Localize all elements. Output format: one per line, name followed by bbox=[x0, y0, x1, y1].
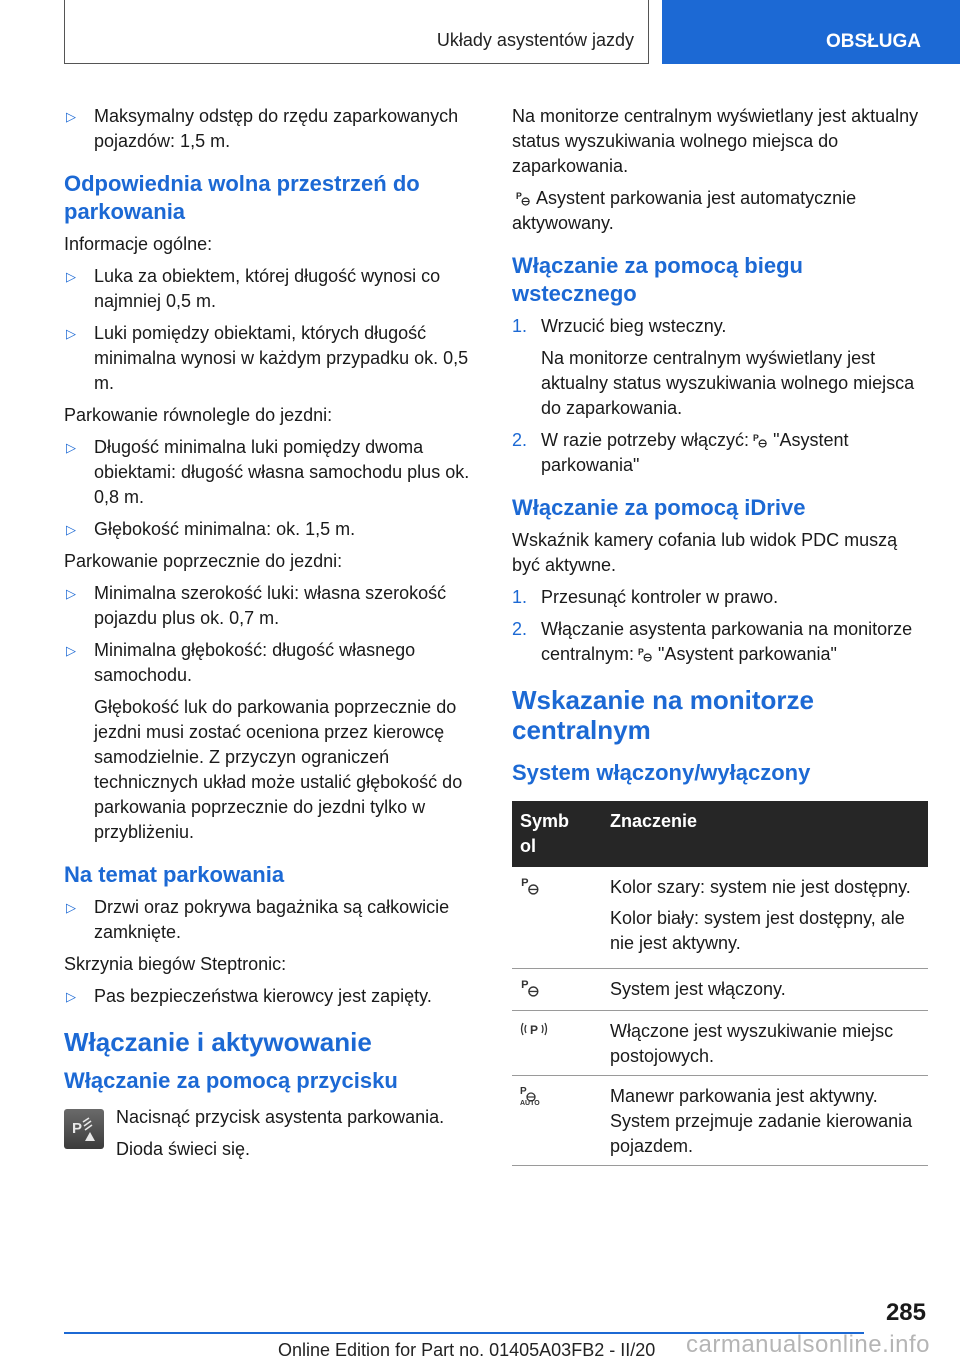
meaning-cell: System jest włączony. bbox=[602, 969, 928, 1011]
meaning-cell: Włączone jest wyszukiwanie miejsc postojowych. bbox=[602, 1011, 928, 1076]
symbol-cell bbox=[512, 867, 602, 969]
step-item bbox=[512, 428, 928, 478]
step-item bbox=[512, 585, 928, 610]
table-row bbox=[512, 969, 928, 1011]
heading-about-parking: Na temat parkowania bbox=[64, 862, 285, 887]
table-header-meaning: Znaczenie bbox=[602, 801, 928, 867]
table-row bbox=[512, 867, 928, 969]
svg-text:P: P bbox=[638, 646, 644, 657]
symbol-table bbox=[512, 801, 928, 1166]
list-item-text: Drzwi oraz pokrywa bagażnika są całkowicie zamknięte. bbox=[94, 897, 450, 942]
park-assist-icon bbox=[753, 432, 767, 448]
auto-label: AUTO bbox=[520, 1100, 540, 1107]
triangle-bullet-icon: ▷ bbox=[66, 900, 76, 915]
paragraph: Skrzynia biegów Steptronic: bbox=[64, 954, 287, 974]
symbol-cell bbox=[512, 1011, 602, 1076]
chapter-tab bbox=[662, 0, 960, 64]
triangle-bullet-icon: ▷ bbox=[66, 522, 76, 537]
table-header-row bbox=[512, 801, 928, 867]
svg-text:P: P bbox=[521, 979, 529, 992]
park-assist-icon bbox=[516, 190, 530, 206]
heading-reverse-gear: Włączanie za pomocą biegu wstecznego bbox=[512, 253, 803, 306]
triangle-bullet-icon: ▷ bbox=[66, 440, 76, 455]
list-item bbox=[64, 321, 482, 396]
step-text: Włączanie asystenta parkowania na monitorze centralnym: bbox=[541, 619, 913, 664]
paragraph: Parkowanie równolegle do jezdni: bbox=[64, 405, 333, 425]
list-item bbox=[64, 104, 482, 154]
list-item bbox=[64, 638, 482, 688]
list-item-text: Pas bezpieczeństwa kierowcy jest zapięty. bbox=[94, 986, 432, 1006]
heading-system-on-off: System włączony/wyłączony bbox=[512, 760, 811, 785]
svg-text:P: P bbox=[753, 432, 759, 443]
svg-text:P: P bbox=[530, 1023, 539, 1037]
triangle-bullet-icon: ▷ bbox=[66, 643, 76, 658]
chapter-tab-label: OBSŁUGA bbox=[826, 31, 921, 52]
park-assist-on-icon bbox=[520, 977, 540, 997]
meaning-text: Kolor biały: system jest dostępny, ale nie jest aktywny. bbox=[610, 908, 905, 953]
button-instruction-led: Dioda świeci się. bbox=[116, 1139, 251, 1159]
heading-activation: Włączanie i aktywowanie bbox=[64, 1027, 372, 1057]
meaning-cell: Manewr parkowania jest aktywny. System przejmuje zadanie kierowania pojazdem. bbox=[602, 1076, 928, 1166]
step-number: 2. bbox=[512, 619, 528, 639]
meaning-text: Kolor szary: system nie jest dostępny. bbox=[610, 877, 911, 897]
step-item bbox=[512, 617, 928, 667]
list-item bbox=[64, 517, 482, 542]
paragraph: Parkowanie poprzecznie do jezdni: bbox=[64, 551, 343, 571]
page-number: 285 bbox=[885, 1299, 926, 1326]
table-header-symbol bbox=[512, 801, 602, 867]
triangle-bullet-icon: ▷ bbox=[66, 269, 76, 284]
triangle-bullet-icon: ▷ bbox=[66, 989, 76, 1004]
footer-edition: Online Edition for Part no. 01405A03FB2 - II/20 bbox=[278, 1340, 656, 1360]
list-item-text: Maksymalny odstęp do rzędu zaparkowanych pojazdów: 1,5 m. bbox=[94, 106, 459, 151]
park-assist-icon bbox=[638, 646, 652, 662]
list-item-note: Głębokość luk do parkowania poprzecznie do jezdni musi zostać oceniona przez kierowcę samodzielnie. Z przyczyn ograniczeń technicznych układ może ustalić głębokość do parkowania poprzecznie do jezdni tylko w przybliżeniu. bbox=[94, 697, 463, 842]
meaning-cell bbox=[602, 867, 928, 969]
list-item-text: Minimalna szerokość luki: własna szerokość pojazdu plus ok. 0,7 m. bbox=[94, 583, 447, 628]
section-title: Układy asystentów jazdy bbox=[436, 30, 634, 50]
paragraph: Informacje ogólne: bbox=[64, 234, 213, 254]
step-text: Wrzucić bieg wsteczny. bbox=[541, 316, 727, 336]
park-assist-button-icon bbox=[64, 1109, 104, 1149]
header-text: Symbol bbox=[520, 811, 570, 856]
heading-parking-space: Odpowiednia wolna przestrzeń do parkowania bbox=[64, 171, 420, 224]
step-item bbox=[512, 314, 928, 339]
step-text: Przesunąć kontroler w prawo. bbox=[541, 587, 779, 607]
list-item bbox=[64, 435, 482, 510]
step-number: 2. bbox=[512, 430, 528, 450]
list-item-text: Luka za obiektem, której długość wynosi co najmniej 0,5 m. bbox=[94, 266, 441, 311]
menu-item-name: "Asystent parkowania" bbox=[658, 644, 837, 664]
heading-idrive: Włączanie za pomocą iDrive bbox=[512, 495, 806, 520]
list-item-text: Głębokość minimalna: ok. 1,5 m. bbox=[94, 519, 356, 539]
step-number: 1. bbox=[512, 587, 528, 607]
symbol-cell bbox=[512, 969, 602, 1011]
paragraph: Wskaźnik kamery cofania lub widok PDC muszą być aktywne. bbox=[512, 530, 898, 575]
table-row bbox=[512, 1076, 928, 1166]
footer-watermark: carmanualsonline.info bbox=[686, 1331, 930, 1358]
paragraph-text: Asystent parkowania jest automatycznie aktywowany. bbox=[512, 188, 857, 233]
list-item bbox=[64, 264, 482, 314]
triangle-bullet-icon: ▷ bbox=[66, 109, 76, 124]
list-item-text: Luki pomiędzy obiektami, których długość minimalna wynosi w każdym przypadku ok. 0,5 m. bbox=[94, 323, 469, 393]
park-auto-icon bbox=[520, 1084, 544, 1112]
parking-search-icon bbox=[520, 1019, 548, 1039]
triangle-bullet-icon: ▷ bbox=[66, 586, 76, 601]
heading-central-display: Wskazanie na monitorze centralnym bbox=[512, 685, 814, 745]
menu-item-name: "Asystent parkowania" bbox=[541, 430, 849, 475]
step-note: Na monitorze centralnym wyświetlany jest aktualny status wyszukiwania wolnego miejsca do zaparkowania. bbox=[541, 348, 915, 418]
svg-text:P: P bbox=[521, 877, 529, 890]
heading-button-activation: Włączanie za pomocą przycisku bbox=[64, 1068, 398, 1093]
header-frame bbox=[64, 0, 649, 64]
step-number: 1. bbox=[512, 316, 528, 336]
svg-text:P: P bbox=[520, 1086, 527, 1097]
park-assist-grey-icon bbox=[520, 875, 540, 895]
button-instruction-text: Nacisnąć przycisk asystenta parkowania. bbox=[116, 1107, 445, 1127]
svg-text:P: P bbox=[516, 190, 522, 201]
step-text: W razie potrzeby włączyć: bbox=[541, 430, 750, 450]
paragraph-auto-activation bbox=[512, 186, 928, 236]
list-item-text: Długość minimalna luki pomiędzy dwoma obiektami: długość własna samochodu plus ok. 0,8 m. bbox=[94, 437, 470, 507]
triangle-bullet-icon: ▷ bbox=[66, 326, 76, 341]
list-item-text: Minimalna głębokość: długość własnego samochodu. bbox=[94, 640, 416, 685]
table-row bbox=[512, 1011, 928, 1076]
symbol-cell bbox=[512, 1076, 602, 1166]
svg-text:P: P bbox=[72, 1120, 83, 1137]
paragraph: Na monitorze centralnym wyświetlany jest aktualny status wyszukiwania wolnego miejsca do zaparkowania. bbox=[512, 106, 919, 176]
button-instruction bbox=[64, 1105, 482, 1165]
list-item bbox=[64, 581, 482, 631]
list-item bbox=[64, 984, 482, 1009]
list-item bbox=[64, 895, 482, 945]
right-column bbox=[512, 104, 928, 1166]
left-column bbox=[64, 104, 482, 1165]
